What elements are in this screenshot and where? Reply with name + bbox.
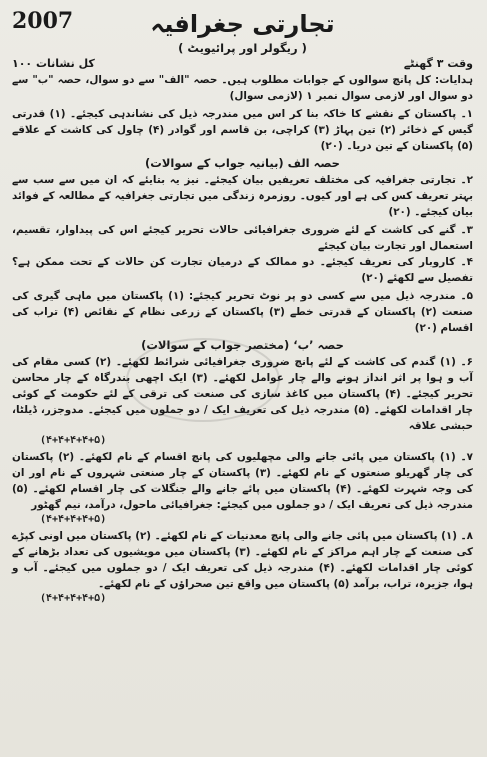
question-5: ۵۔ مندرجہ ذیل میں سے کسی دو پر نوٹ تحریر کیجئے: (۱) پاکستان میں ماہی گیری کی صنعت (۲) پاکستان کے قدرتی خطے (۳) پاکستان کے زرعی نظام کے نقائص (۴) تراب کی اقسام (۲۰) xyxy=(12,290,473,334)
time-allowed: وقت ۳ گھنٹے xyxy=(403,57,473,70)
question-7: ۷۔ (۱) پاکستان میں پائی جانے والی مچھلیوں کی پانچ اقسام کے نام لکھئے۔ (۲) پاکستان کی چار گھریلو صنعتوں کے نام لکھئے۔ (۳) پاکستان کے چار صنعتی شہروں کے نام اور ان کی وجہ شہرت لکھئے۔ (۴) پاکستان میں پائے جانے والے جنگلات کی چار اقسام لکھئے۔ (۵) مندرجہ ذیل کی تعریف ایک / دو جملوں میں کیجئے: جغرافیائی ماحول، درآمد، نیم گھٹور xyxy=(12,451,473,511)
exam-type: ( ریگولر اور پرائیویٹ ) xyxy=(178,41,307,55)
question-6: ۶۔ (۱) گندم کی کاشت کے لئے پانچ ضروری جغرافیائی شرائط لکھئے۔ (۲) کسی مقام کی آب و ہوا پر اثر انداز ہونے والے چار عوامل لکھئے۔ (۳) ایک اچھی بندرگاہ کے چار محاسن تحریر کیجئے۔ (۴) پاکستان میں کاغذ سازی کی صنعت کی ترقی کے لئے حکومت کے کوئی چار اقدامات لکھئے۔ (۵) مندرجہ ذیل کی تعریف ایک / دو جملوں میں کیجئے۔ مدوجزر، ڈیلٹا، حبشی علاقہ xyxy=(12,356,473,432)
question-8: ۸۔ (۱) پاکستان میں پائی جانے والی پانچ معدنیات کے نام لکھئے۔ (۲) پاکستان میں اونی کپڑے کی صنعت کے چار اہم مراکز کے نام لکھئے۔ (۳) پاکستان میں مویشیوں کی تعداد بڑھانے کے کوئی چار اقدامات لکھئے۔ (۴) مندرجہ ذیل کی تعریف ایک / دو جملوں میں کیجئے۔ آب و ہوا، جزیرہ، تراب، برآمد (۵) پاکستان میں واقع تین صحراؤں کے نام لکھئے۔ xyxy=(12,530,473,590)
question-1: ۱۔ پاکستان کے نقشے کا خاکہ بنا کر اس میں مندرجہ ذیل کی نشاندہی کیجئے۔ (۱) قدرتی گیس کے ذخائر (۲) تین پہاڑ (۳) کراچی، بن قاسم اور گوادر (۴) چاول کی کاشت کے علاقے (۵) پاکستان کے تین دریا۔ (۲۰) xyxy=(12,108,473,152)
total-marks: کل نشانات ۱۰۰ xyxy=(12,57,95,70)
question-6-marks: (۴+۴+۴+۴+۵) xyxy=(40,435,107,446)
exam-meta xyxy=(12,56,473,72)
question-3: ۳۔ گنے کی کاشت کے لئے ضروری جغرافیائی حالات تحریر کیجئے اس کی پیداوار، تقسیم، استعمال اور تجارت بیان کیجئے xyxy=(12,224,473,252)
question-4: ۴۔ کاروبار کی تعریف کیجئے۔ دو ممالک کے درمیان تجارت کن حالات کے تحت ممکن ہے؟ تفصیل سے لکھئے (۲۰) xyxy=(12,256,473,284)
question-8-marks: (۴+۴+۴+۴+۵) xyxy=(40,593,107,604)
section-b-heading: حصہ ’ب‘ (مختصر جواب کے سوالات) xyxy=(141,338,344,352)
question-7-marks: (۴+۴+۴+۴+۵) xyxy=(40,514,107,525)
instructions: ہدایات: کل پانچ سوالوں کے جوابات مطلوب ہیں۔ حصہ "الف" سے دو سوال، حصہ "ب" سے دو سوال اور لازمی سوال نمبر ۱ (لازمی سوال) xyxy=(12,74,473,102)
exam-year: 2007 xyxy=(12,8,74,34)
section-a-heading: حصہ الف (بیانیہ جواب کے سوالات) xyxy=(145,156,340,170)
question-2: ۲۔ تجارتی جغرافیہ کی مختلف تعریفیں بیان کیجئے۔ نیز یہ بتایئے کہ ان میں سے سب سے بہتر تعریف کس کی ہے اور کیوں۔ روزمرہ زندگی میں تجارتی جغرافیہ کے مطالعہ کے فوائد بیان کیجئے۔ (۲۰) xyxy=(12,174,473,218)
page-title: تجارتی جغرافیہ xyxy=(150,10,335,38)
